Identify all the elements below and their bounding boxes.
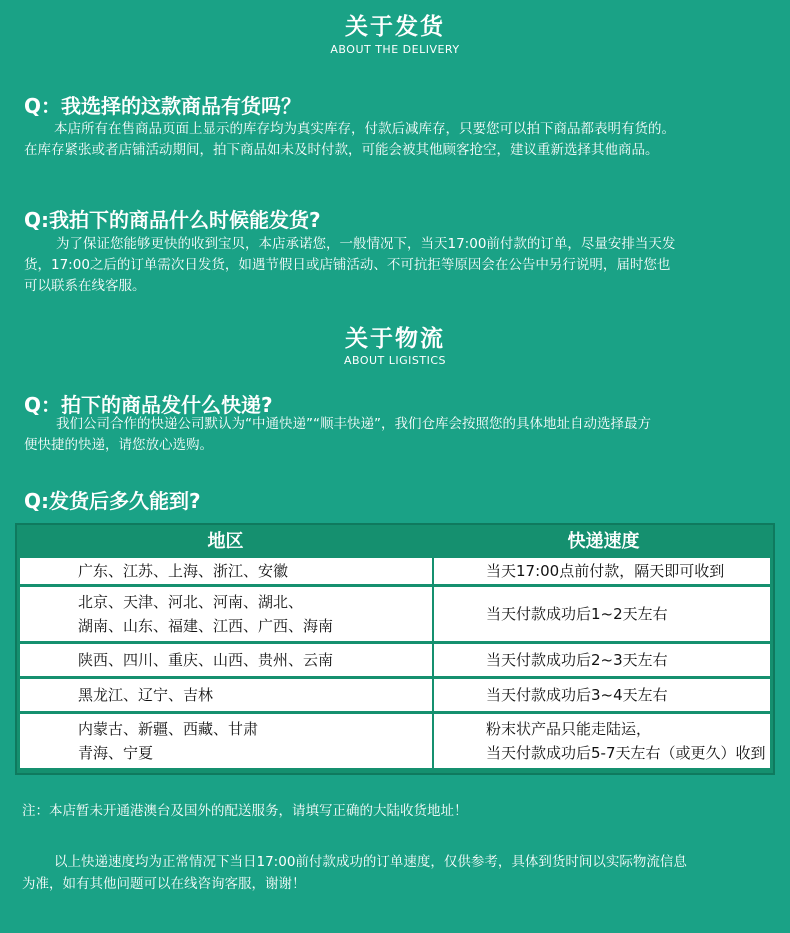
- faq4-question: Q:发货后多久能到?: [24, 489, 201, 513]
- faq2-answer: [24, 234, 754, 297]
- region-cell: [17, 584, 434, 641]
- region-cell: [17, 555, 434, 584]
- faq1-question: Q：我选择的这款商品有货吗？: [24, 94, 302, 118]
- faq3-answer-line: 我们公司合作的快递公司默认为“中通快递”“顺丰快递”，我们仓库会按照您的具体地址自动选择最方: [56, 416, 651, 432]
- header-speed: 快递速度: [434, 525, 773, 555]
- table-row: [17, 711, 773, 771]
- faq2-question: Q:我拍下的商品什么时候能发货?: [24, 208, 321, 232]
- faq2-answer-line: 为了保证您能够更快的收到宝贝，本店承诺您，一般情况下，当天17:00前付款的订单，尽量安排当天发: [56, 236, 676, 252]
- speed-cell: [434, 711, 773, 771]
- faq3-answer: [24, 414, 754, 456]
- speed-text: 当天17:00点前付款，隔天即可收到: [486, 562, 725, 580]
- region-text: 北京、天津、河北、河南、湖北、: [78, 593, 304, 611]
- shipping-note: 注：本店暂未开通港澳台及国外的配送服务，请填写正确的大陆收货地址！: [22, 803, 468, 819]
- speed-text: 当天付款成功后2~3天左右: [486, 651, 668, 669]
- table-row: [17, 555, 773, 584]
- faq1-answer-line: 在库存紧张或者店铺活动期间，拍下商品如未及时付款，可能会被其他顾客抢空，建议重新选择其他商品。: [24, 142, 659, 158]
- disclaimer: [22, 851, 772, 895]
- delivery-title: 关于发货: [345, 14, 445, 40]
- region-text: 湖南、山东、福建、江西、广西、海南: [78, 617, 334, 635]
- region-text: 青海、宁夏: [78, 744, 154, 762]
- region-text: 内蒙古、新疆、西藏、甘肃: [78, 720, 259, 738]
- region-cell: [17, 676, 434, 711]
- shipping-speed-table: [15, 523, 775, 775]
- speed-text: 当天付款成功后1~2天左右: [486, 605, 668, 623]
- region-cell: [17, 711, 434, 771]
- faq3-question: Q：拍下的商品发什么快递?: [24, 393, 273, 417]
- header-region: 地区: [17, 525, 434, 555]
- speed-cell: [434, 641, 773, 676]
- table-row: [17, 641, 773, 676]
- disclaimer-line: 为准，如有其他问题可以在线咨询客服，谢谢！: [22, 876, 306, 892]
- disclaimer-line: 以上快递速度均为正常情况下当日17:00前付款成功的订单速度，仅供参考，具体到货时间以实际物流信息: [54, 854, 687, 870]
- speed-cell: [434, 676, 773, 711]
- region-cell: [17, 641, 434, 676]
- region-text: 陕西、四川、重庆、山西、贵州、云南: [78, 651, 334, 669]
- speed-cell: [434, 584, 773, 641]
- region-text: 广东、江苏、上海、浙江、安徽: [78, 562, 289, 580]
- table-row: [17, 584, 773, 641]
- faq1-answer: [24, 119, 754, 161]
- faq2-answer-line: 货，17:00之后的订单需次日发货，如遇节假日或店铺活动、不可抗拒等原因会在公告中另行说明，届时您也: [24, 257, 671, 273]
- delivery-subtitle: ABOUT THE DELIVERY: [330, 43, 460, 56]
- faq2-answer-line: 可以联系在线客服。: [24, 278, 146, 294]
- table-header-row: [17, 525, 773, 555]
- region-text: 黑龙江、辽宁、吉林: [78, 686, 214, 704]
- logistics-title: 关于物流: [345, 326, 445, 352]
- speed-text: 当天付款成功后3~4天左右: [486, 686, 668, 704]
- faq1-answer-line: 本店所有在售商品页面上显示的库存均为真实库存，付款后减库存，只要您可以拍下商品都表明有货的。: [54, 121, 675, 137]
- faq3-answer-line: 便快捷的快递，请您放心选购。: [24, 437, 213, 453]
- speed-cell: [434, 555, 773, 584]
- logistics-subtitle: ABOUT LIGISTICS: [343, 354, 447, 367]
- speed-text: 粉末状产品只能走陆运，: [486, 720, 652, 738]
- table-row: [17, 676, 773, 711]
- speed-text: 当天付款成功后5-7天左右（或更久）收到: [486, 744, 766, 762]
